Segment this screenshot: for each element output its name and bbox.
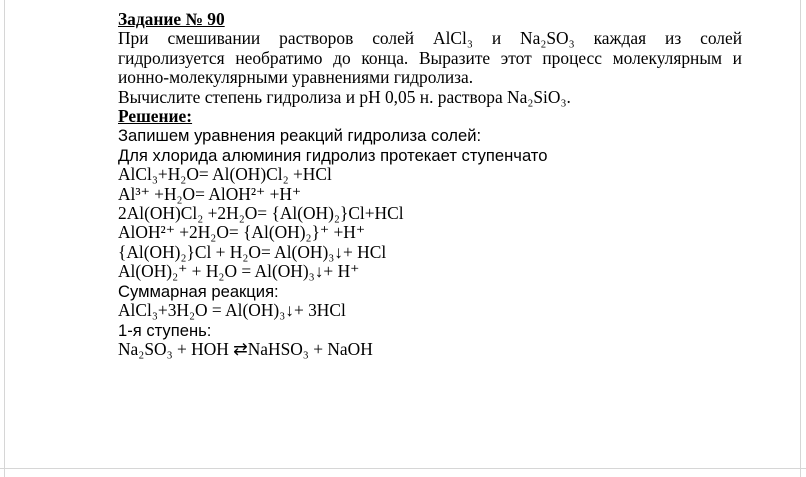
viewer-frame-bottom <box>0 468 806 469</box>
summary-label: Суммарная реакция: <box>118 281 279 301</box>
summary-equation: AlCl₃+3H₂O = Al(OH)₃↓+ 3HCl <box>118 300 346 321</box>
equation-4: AlOH²⁺ +2H₂O= {Al(OH)₂}⁺ +H⁺ <box>118 222 366 243</box>
step-1-equation: Na₂SO₃ + HOH ⇄NaHSO₃ + NaOH <box>118 338 373 359</box>
equation-1: AlCl₃+H₂O= Al(OH)Cl₂ +HCl <box>118 164 332 185</box>
equation-6: Al(OH)₂⁺ + H₂O = Al(OH)₃↓+ H⁺ <box>118 261 360 282</box>
task-line-2: гидролизуется необратимо до конца. Выразите этот процесс молекулярным и <box>118 47 742 68</box>
solution-heading: Решение: <box>118 106 193 127</box>
task-line-3: ионно-молекулярными уравнениями гидролиза. <box>118 67 474 88</box>
task-line-4: Вычислите степень гидролиза и pH 0,05 н. раствора Na₂SiO₃. <box>118 86 571 107</box>
task-heading: Задание № 90 <box>118 9 225 29</box>
viewer-frame-left <box>4 0 5 477</box>
equation-3: 2Al(OH)Cl₂ +2H₂O= {Al(OH)₂}Cl+HCl <box>118 203 404 224</box>
document-page <box>118 10 742 359</box>
alcl3-note: Для хлорида алюминия гидролиз протекает ступенчато <box>118 145 548 165</box>
solution-intro: Запишем уравнения реакций гидролиза солей: <box>118 126 482 146</box>
viewer-frame-right <box>800 0 801 477</box>
equation-5: {Al(OH)₂}Cl + H₂O= Al(OH)₃↓+ HCl <box>118 241 387 262</box>
task-line-1: При смешивании растворов солей AlCl₃ и Na₂SO₃ каждая из солей <box>118 28 742 49</box>
equation-2: Al³⁺ +H₂O= AlOH²⁺ +H⁺ <box>118 183 302 204</box>
step-1-label: 1-я ступень: <box>118 320 212 340</box>
